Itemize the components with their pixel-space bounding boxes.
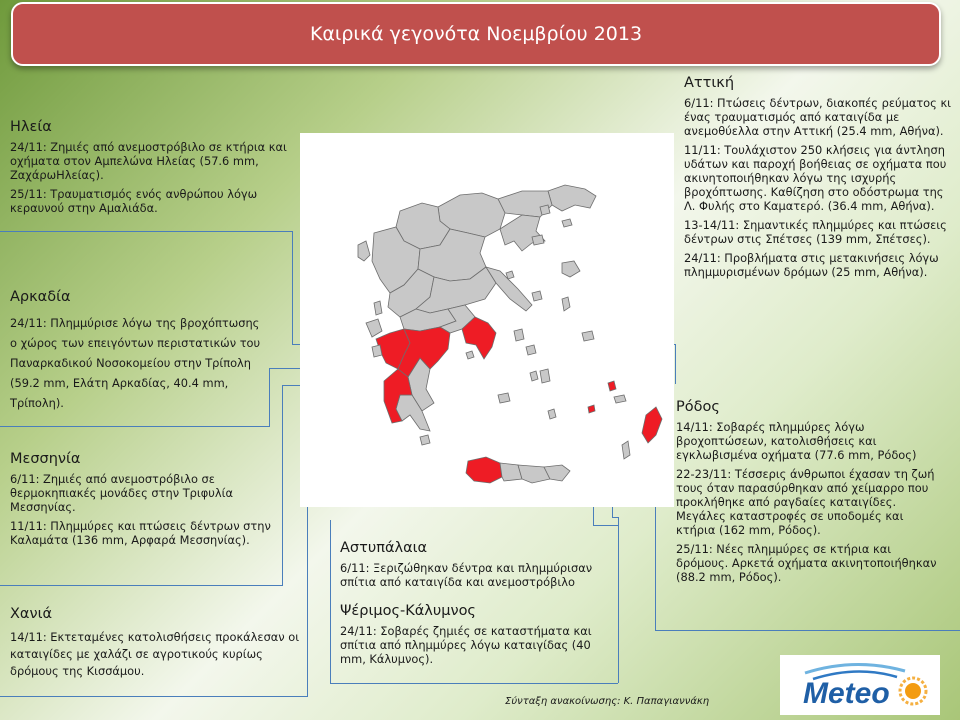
- island-tinos: [526, 345, 536, 355]
- messinia-block: [10, 452, 275, 552]
- island-aigina: [466, 351, 474, 359]
- arkadia-block: [10, 287, 265, 418]
- ilia-event: 24/11: Ζημιές από ανεμοστρόβιλο σε κτήρια και οχήματα στον Αμπελώνα Ηλείας (57.6 mm, ΖαχάρωΗλείας).: [10, 140, 287, 182]
- island-corfu: [358, 241, 370, 261]
- messinia-event: 6/11: Ζημιές από ανεμοστρόβιλο σε θερμοκηπιακές μονάδες στην Τριφυλία Μεσσηνίας.: [10, 472, 233, 514]
- rodos-block: [676, 400, 946, 589]
- ilia-block: [10, 120, 295, 220]
- island-kos: [614, 395, 626, 403]
- meteo-logo-svg: [785, 659, 935, 711]
- island-zakynthos: [372, 345, 382, 357]
- meteo-logo: [780, 655, 940, 715]
- rodos-event: 22-23/11: Τέσσερις άνθρωποι έχασαν τη ζωή τους όταν παρασύρθηκαν από χείμαρρο που προκλήθηκε από ραγδαίες καταιγίδες. Μεγάλες καταστροφές σε υποδομές και κτήρια (162 mm, Ρόδος).: [676, 467, 935, 537]
- island-naxos: [540, 369, 550, 383]
- rodos-event: 25/11: Νέες πλημμύρες σε κτήρια και δρόμους. Αρκετά οχήματα ακινητοποιήθηκαν (88.2 mm, Ρόδος).: [676, 542, 937, 584]
- region-thrace: [548, 185, 596, 211]
- connector-arkadia-v: [269, 368, 270, 426]
- island-samos: [582, 331, 594, 341]
- kalymnos-heading: Ψέριμος-Κάλυμνος: [340, 603, 476, 619]
- region-rodos: [642, 407, 662, 443]
- connector-astypalaia-h: [593, 525, 618, 526]
- ilia-event: 25/11: Τραυματισμός ενός ανθρώπου λόγω κεραυνού στην Αμαλιάδα.: [10, 187, 258, 215]
- crete-rest: [500, 463, 570, 483]
- title-bar: [11, 2, 941, 66]
- credit-text: Σύνταξη ανακοίνωσης: Κ. Παπαγιαννάκη: [505, 696, 710, 707]
- island-limnos: [532, 235, 544, 245]
- astypalaia-block: [340, 541, 620, 594]
- sun-icon: [900, 678, 926, 704]
- connector-ilia-v: [292, 231, 293, 344]
- connector-arkadia-h: [0, 426, 270, 427]
- island-milos: [498, 393, 510, 403]
- rodos-heading: Ρόδος: [676, 399, 720, 415]
- island-chios: [562, 297, 570, 311]
- connector-bottom-h: [330, 683, 618, 684]
- attiki-event: 24/11: Προβλήματα στις μετακινήσεις λόγω πλημμυρισμένων δρόμων (25 mm, Αθήνα).: [684, 251, 939, 279]
- connector-ilia-h: [0, 231, 292, 232]
- island-santorini: [548, 409, 556, 419]
- region-astypalaia: [588, 405, 595, 413]
- connector-attiki-v: [675, 344, 676, 384]
- logo-text: Meteo: [803, 677, 890, 710]
- connector-bottom-v: [330, 520, 331, 683]
- island-paros: [530, 371, 538, 381]
- connector-chania-v: [307, 488, 308, 696]
- kalymnos-event: 24/11: Σοβαρές ζημιές σε καταστήματα και σπίτια από πλημμύρες λόγω καταιγίδας (40 mm, Κάλυμνος).: [340, 624, 592, 666]
- region-kalymnos: [608, 381, 616, 391]
- connector-messinia-v: [282, 385, 283, 585]
- connector-messinia-h: [0, 585, 283, 586]
- island-lesvos: [562, 261, 580, 277]
- attiki-event: 13-14/11: Σημαντικές πλημμύρες και πτώσεις δέντρων στις Σπέτσες (139 mm, Σπέτσες).: [684, 218, 947, 246]
- island-kefalonia: [366, 319, 382, 337]
- island-skiathos: [506, 271, 514, 279]
- arkadia-event: 24/11: Πλημμύρισε λόγω της βροχόπτωσης ο χώρος των επειγόντων περιστατικών του Παναρκαδικού Νοσοκομείου στην Τρίπολη (59.2 mm, Ελάτη Αρκαδίας, 40.4 mm, Τρίπολη).: [10, 316, 261, 410]
- region-chalkidiki: [500, 215, 545, 251]
- arkadia-heading: Αρκαδία: [10, 289, 71, 305]
- attiki-heading: Αττική: [684, 75, 735, 91]
- island-samothraki: [562, 219, 572, 227]
- connector-rodos-h: [655, 630, 960, 631]
- island-thasos: [540, 205, 550, 215]
- island-karpathos: [622, 441, 630, 459]
- attiki-event: 11/11: Τουλάχιστον 250 κλήσεις για άντληση υδάτων και παροχή βοήθειας σε οχήματα που ακινητοποιήθηκαν λόγω της ισχυρής βροχόπτωσης. Καθίζηση στο οδόστρωμα της Λ. Φυλής στο Καματερό. (36.4 mm, Αθήνα).: [684, 143, 947, 213]
- attiki-block: [684, 76, 952, 284]
- island-kythira: [420, 435, 430, 445]
- ilia-heading: Ηλεία: [10, 119, 52, 135]
- region-chania: [466, 457, 502, 483]
- island-skyros: [532, 291, 542, 301]
- chania-heading: Χανιά: [10, 606, 53, 622]
- page-title: Καιρικά γεγονότα Νοεμβρίου 2013: [309, 23, 643, 45]
- connector-chania-h: [0, 696, 308, 697]
- astypalaia-event: 6/11: Ξεριζώθηκαν δέντρα και πλημμύρισαν σπίτια από καταιγίδα και ανεμοστρόβιλο: [340, 561, 593, 589]
- rodos-event: 14/11: Σοβαρές πλημμύρες λόγω βροχοπτώσεων, κατολισθήσεις και εγκλωβισμένα οχήματα (77.6 mm, Ρόδος): [676, 420, 917, 462]
- chania-event: 14/11: Εκτεταμένες κατολισθήσεις προκάλεσαν οι καταιγίδες με χαλάζι σε αγροτικούς κυρίως δρόμους της Κισσάμου.: [10, 630, 300, 678]
- attiki-event: 6/11: Πτώσεις δέντρων, διακοπές ρεύματος κι ένας τραυματισμός από καταιγίδα με ανεμοθύελλα στην Αττική (25.4 mm, Αθήνα).: [684, 96, 952, 138]
- greece-map-svg: [300, 133, 674, 507]
- greece-map: [300, 133, 674, 507]
- messinia-heading: Μεσσηνία: [10, 451, 81, 467]
- island-andros: [514, 329, 524, 341]
- astypalaia-heading: Αστυπάλαια: [340, 540, 428, 556]
- chania-block: [10, 606, 305, 685]
- island-lefkada: [374, 301, 382, 315]
- messinia-event: 11/11: Πλημμύρες και πτώσεις δέντρων στην Καλαμάτα (136 mm, Αρφαρά Μεσσηνίας).: [10, 519, 271, 547]
- kalymnos-block: [340, 604, 620, 671]
